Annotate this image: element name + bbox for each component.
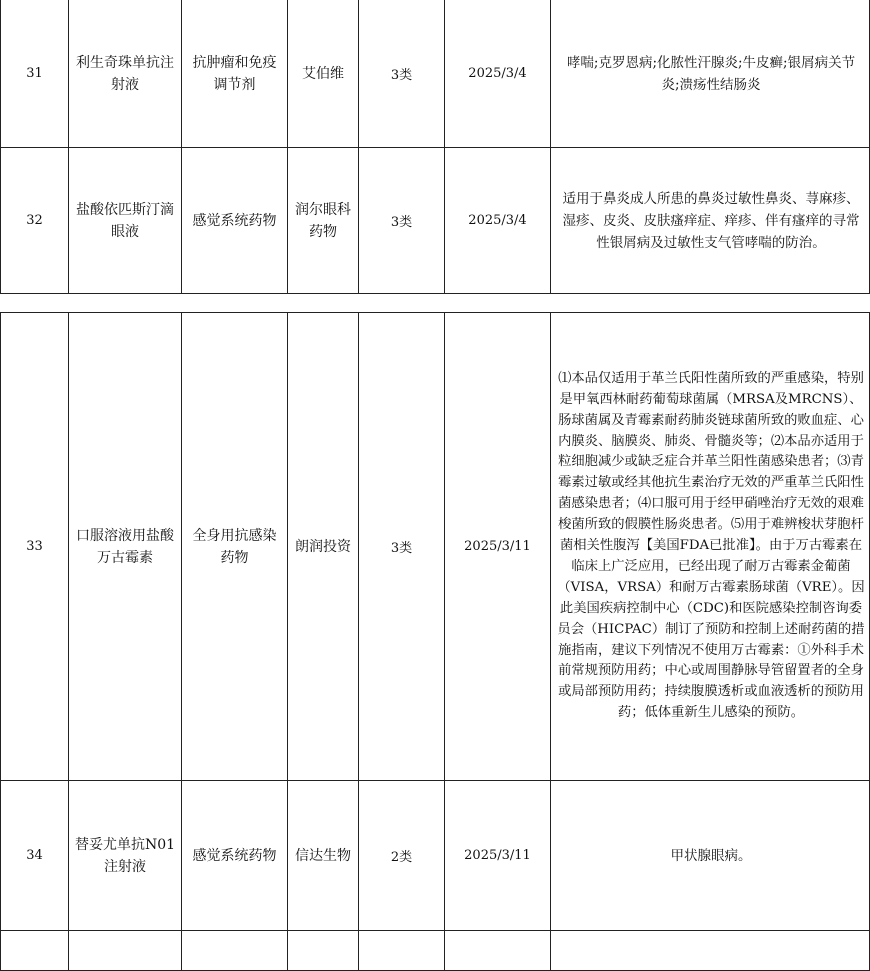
registration-class: 2类: [359, 781, 445, 931]
row-number: 32: [1, 148, 69, 294]
table-row: [1, 931, 870, 971]
empty-cell: [69, 931, 182, 971]
drug-name: 盐酸依匹斯汀滴眼液: [69, 148, 182, 294]
drug-table-lower: [0, 312, 870, 971]
empty-cell: [359, 931, 445, 971]
empty-cell: [288, 931, 359, 971]
drug-table-upper: [0, 0, 870, 294]
page-break-gap: [0, 294, 870, 312]
drug-name: 替妥尤单抗N01注射液: [69, 781, 182, 931]
empty-cell: [445, 931, 551, 971]
indication: ⑴本品仅适用于革兰氏阳性菌所致的严重感染，特别是甲氧西林耐药葡萄球菌属（MRSA及MRCNS）、肠球菌属及青霉素耐药肺炎链球菌所致的败血症、心内膜炎、脑膜炎、肺炎、骨髓炎等；⑵本品亦适用于粒细胞减少或缺乏症合并革兰阳性菌感染患者；⑶青霉素过敏或经其他抗生素治疗无效的严重革兰氏阳性菌感染患者；⑷口服可用于经甲硝唑治疗无效的艰难梭菌所致的假膜性肠炎患者。⑸用于难辨梭状芽胞杆菌相关性腹泻【美国FDA已批准】。由于万古霉素在临床上广泛应用，已经出现了耐万古霉素金葡菌（VISA，VRSA）和耐万古霉素肠球菌（VRE）。因此美国疾病控制中心（CDC)和医院感染控制咨询委员会（HICPAC）制订了预防和控制上述耐药菌的措施指南，建议下列情况不使用万古霉素：①外科手术前常规预防用药；中心或周围静脉导管留置者的全身或局部预防用药；持续腹膜透析或血液透析的预防用药；低体重新生儿感染的预防。: [551, 313, 870, 781]
company: 艾伯维: [288, 0, 359, 148]
row-number: 31: [1, 0, 69, 148]
indication: 甲状腺眼病。: [551, 781, 870, 931]
registration-class: 3类: [359, 313, 445, 781]
drug-category: 感觉系统药物: [182, 781, 288, 931]
company: 信达生物: [288, 781, 359, 931]
row-number: 34: [1, 781, 69, 931]
date: 2025/3/4: [445, 148, 551, 294]
registration-class: 3类: [359, 0, 445, 148]
row-number: 33: [1, 313, 69, 781]
company: 润尔眼科药物: [288, 148, 359, 294]
empty-cell: [1, 931, 69, 971]
drug-name: 利生奇珠单抗注射液: [69, 0, 182, 148]
date: 2025/3/11: [445, 313, 551, 781]
table-row: [1, 148, 870, 294]
table-row: [1, 313, 870, 781]
table-row: [1, 0, 870, 148]
table-row: [1, 781, 870, 931]
drug-category: 抗肿瘤和免疫调节剂: [182, 0, 288, 148]
drug-name: 口服溶液用盐酸万古霉素: [69, 313, 182, 781]
date: 2025/3/11: [445, 781, 551, 931]
drug-category: 全身用抗感染药物: [182, 313, 288, 781]
empty-cell: [182, 931, 288, 971]
drug-category: 感觉系统药物: [182, 148, 288, 294]
registration-class: 3类: [359, 148, 445, 294]
indication: 适用于鼻炎成人所患的鼻炎过敏性鼻炎、荨麻疹、湿疹、皮炎、皮肤瘙痒症、痒疹、伴有瘙痒的寻常性银屑病及过敏性支气管哮喘的防治。: [551, 148, 870, 294]
date: 2025/3/4: [445, 0, 551, 148]
indication: 哮喘;克罗恩病;化脓性汗腺炎;牛皮癣;银屑病关节炎;溃疡性结肠炎: [551, 0, 870, 148]
company: 朗润投资: [288, 313, 359, 781]
empty-cell: [551, 931, 870, 971]
